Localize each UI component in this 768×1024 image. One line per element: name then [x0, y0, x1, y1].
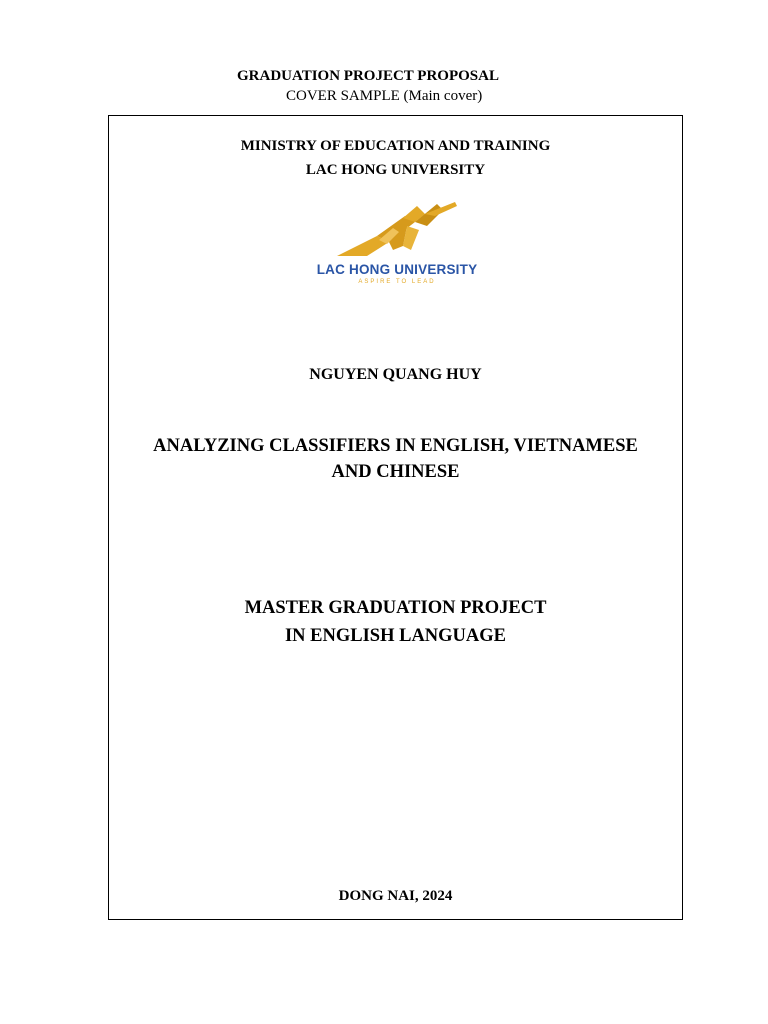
degree-line1: MASTER GRADUATION PROJECT — [244, 598, 547, 618]
thesis-title-line1: ANALYZING CLASSIFIERS IN ENGLISH, VIETNAMESE — [153, 436, 638, 456]
university-logo — [307, 198, 487, 288]
thesis-title — [109, 433, 682, 485]
proposal-title: GRADUATION PROJECT PROPOSAL — [237, 68, 499, 84]
thesis-title-line2: AND CHINESE — [331, 462, 460, 482]
place-and-date: DONG NAI, 2024 — [338, 888, 453, 904]
degree-line2: IN ENGLISH LANGUAGE — [284, 626, 506, 646]
logo-wordmark: LAC HONG UNIVERSITY — [316, 262, 478, 277]
author-name: NGUYEN QUANG HUY — [309, 366, 482, 383]
university-name: LAC HONG UNIVERSITY — [305, 162, 486, 178]
cover-sample-note: COVER SAMPLE (Main cover) — [286, 88, 483, 104]
logo-tagline: ASPIRE TO LEAD — [358, 279, 436, 285]
degree-title — [109, 594, 682, 650]
ministry-name: MINISTRY OF EDUCATION AND TRAINING — [240, 138, 551, 154]
cover-frame — [108, 115, 683, 920]
origami-bird-icon — [307, 198, 487, 260]
